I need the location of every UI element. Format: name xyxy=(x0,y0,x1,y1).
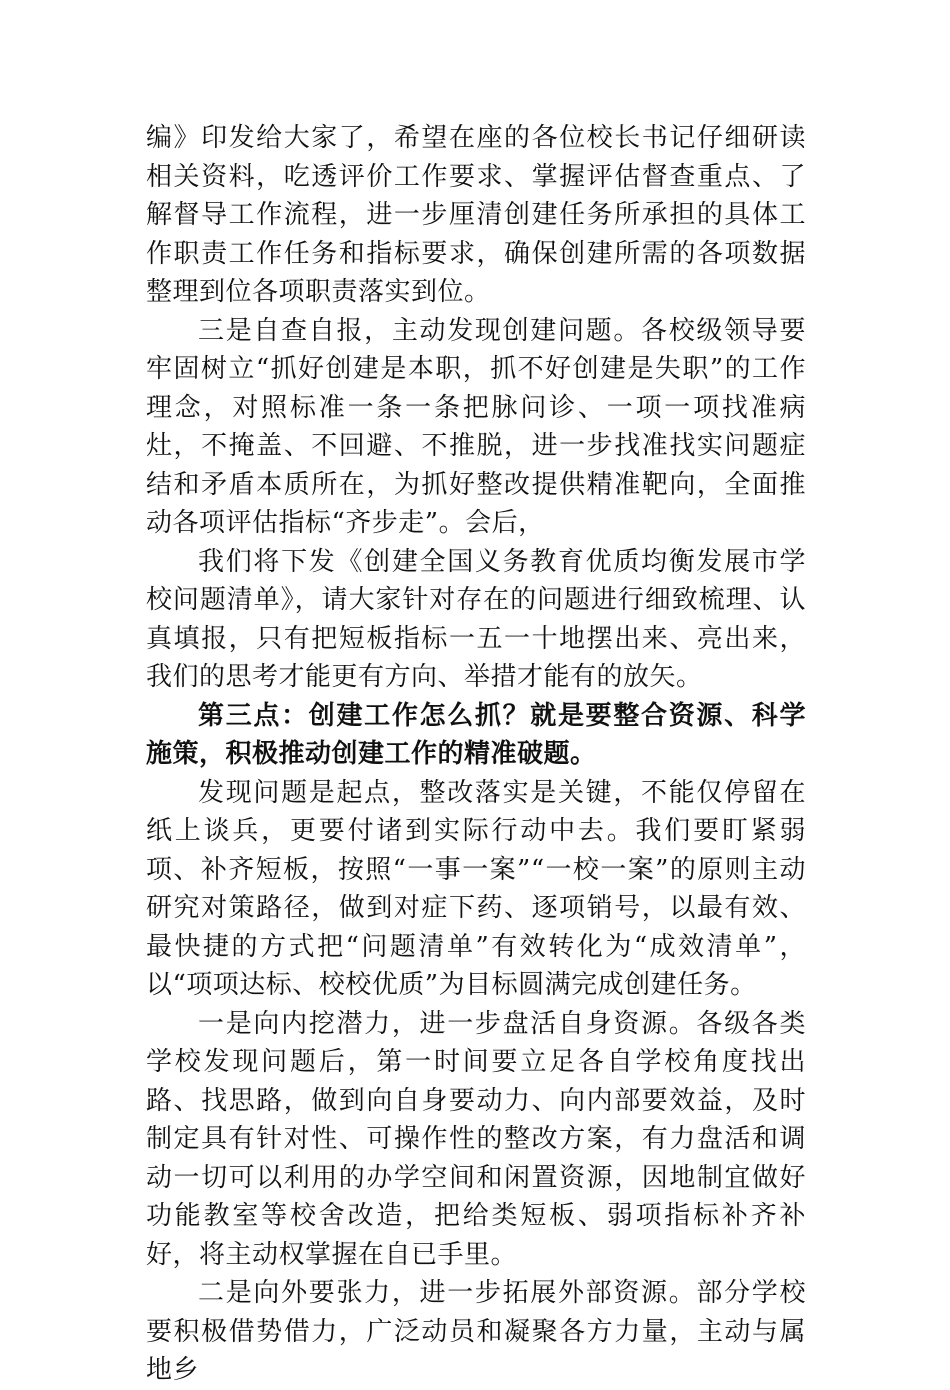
paragraph-problem-list: 我们将下发《创建全国义务教育优质均衡发展市学校问题清单》，请大家针对存在的问题进行细致梳理、认真填报，只有把短板指标一五一十地摆出来、亮出来，我们的思考才能更有方向、举措才能有的放矢。 xyxy=(146,546,806,692)
paragraph-external-resources: 二是向外要张力，进一步拓展外部资源。部分学校要积极借势借力，广泛动员和凝聚各方力量，主动与属地乡 xyxy=(146,1278,806,1385)
section-heading-point-three: 第三点：创建工作怎么抓？就是要整合资源、科学施策，积极推动创建工作的精准破题。 xyxy=(146,700,806,769)
paragraph-self-check: 三是自查自报，主动发现创建问题。各校级领导要牢固树立“抓好创建是本职，抓不好创建是失职”的工作理念，对照标准一条一条把脉问诊、一项一项找准病灶，不掩盖、不回避、不推脱，进一步找准找实问题症结和矛盾本质所在，为抓好整改提供精准靶向，全面推动各项评估指标“齐步走”。会后， xyxy=(146,315,806,538)
paragraph-continuation: 编》印发给大家了，希望在座的各位校长书记仔细研读相关资料，吃透评价工作要求、掌握评估督查重点、了解督导工作流程，进一步厘清创建任务所承担的具体工作职责工作任务和指标要求，确保创建所需的各项数据整理到位各项职责落实到位。 xyxy=(146,123,806,307)
document-page xyxy=(146,119,806,1390)
paragraph-internal-resources: 一是向内挖潜力，进一步盘活自身资源。各级各类学校发现问题后，第一时间要立足各自学校角度找出路、找思路，做到向自身要动力、向内部要效益，及时制定具有针对性、可操作性的整改方案，有力盘活和调动一切可以利用的办学空间和闲置资源，因地制宜做好功能教室等校舍改造，把给类短板、弱项指标补齐补好，将主动权掌握在自已手里。 xyxy=(146,1008,806,1270)
paragraph-rectification: 发现问题是起点，整改落实是关键，不能仅停留在纸上谈兵，更要付诸到实际行动中去。我们要盯紧弱项、补齐短板，按照“一事一案”“一校一案”的原则主动研究对策路径，做到对症下药、逐项销号，以最有效、最快捷的方式把“问题清单”有效转化为“成效清单”，以“项项达标、校校优质”为目标圆满完成创建任务。 xyxy=(146,777,806,1000)
